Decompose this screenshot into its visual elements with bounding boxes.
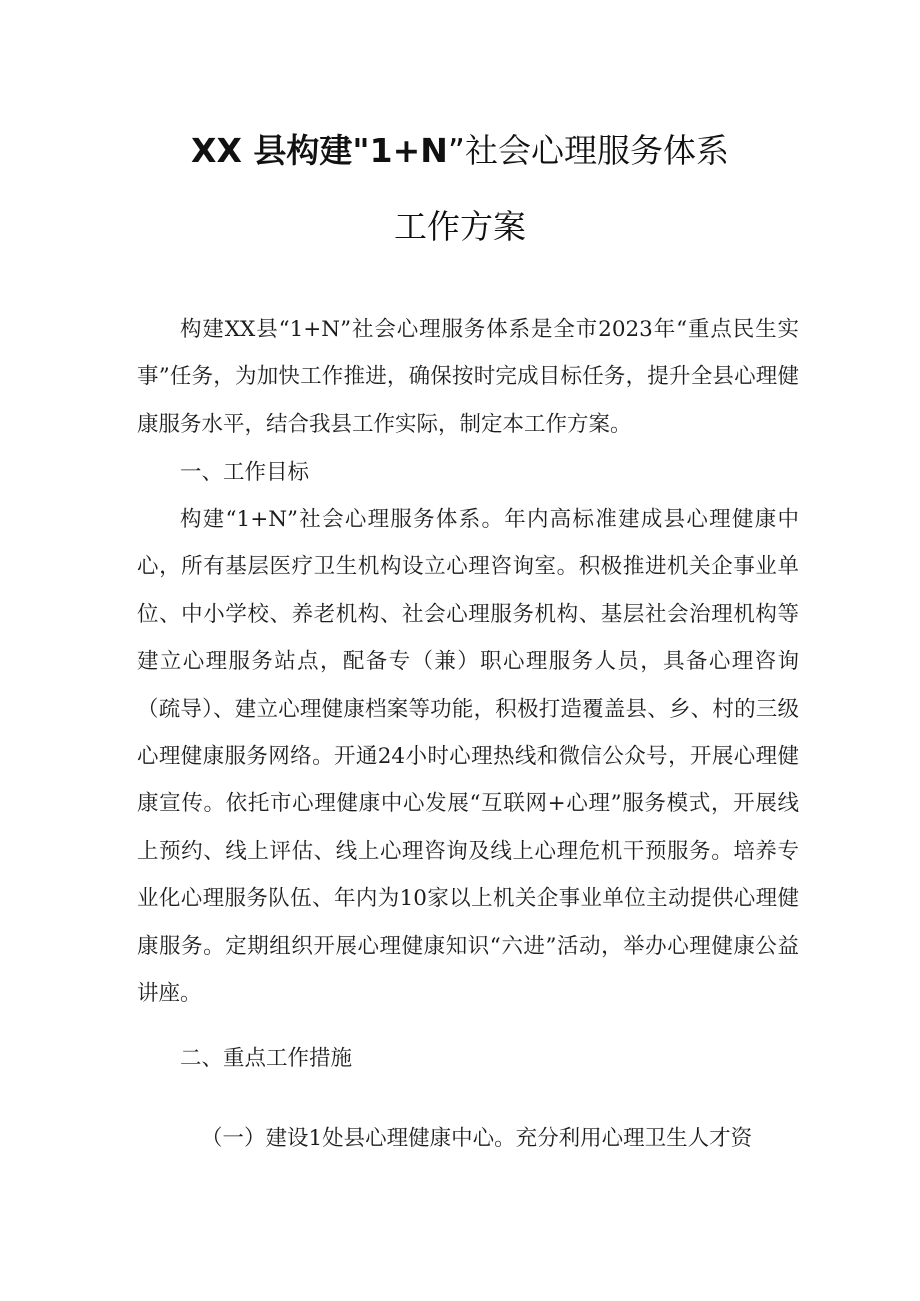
section-heading-measures: 二、重点工作措施 <box>180 1046 353 1071</box>
title-segment-county: XX 县构建" <box>191 131 370 170</box>
document-title-line-1 <box>0 131 920 171</box>
section-heading-goals: 一、工作目标 <box>180 460 310 485</box>
title-segment-1n: 1+N <box>369 131 448 170</box>
subsection-paragraph-1: （一）建设1处县心理健康中心。充分利用心理卫生人才资 <box>201 1126 753 1151</box>
goals-paragraph: 构建“1+N”社会心理服务体系。年内高标准建成县心理健康中心，所有基层医疗卫生机构设立心理咨询室。积极推进机关企事业单位、中小学校、养老机构、社会心理服务机构、基层社会治理机构等建立心理服务站点，配备专（兼）职心理服务人员，具备心理咨询（疏导）、建立心理健康档案等功能，积极打造覆盖县、乡、村的三级心理健康服务网络。开通24小时心理热线和微信公众号，开展心理健康宣传。依托市心理健康中心发展“互联网+心理”服务模式，开展线上预约、线上评估、线上心理咨询及线上心理危机干预服务。培养专业化心理服务队伍、年内为10家以上机关企事业单位主动提供心理健康服务。定期组织开展心理健康知识“六进”活动，举办心理健康公益讲座。 <box>137 507 799 1007</box>
title-segment-system: ”社会心理服务体系 <box>447 131 729 170</box>
document-title-line-2: 工作方案 <box>394 207 526 246</box>
intro-paragraph: 构建XX县“1+N”社会心理服务体系是全市2023年“重点民生实事”任务，为加快工作推进，确保按时完成目标任务，提升全县心理健康服务水平，结合我县工作实际，制定本工作方案。 <box>137 317 799 437</box>
